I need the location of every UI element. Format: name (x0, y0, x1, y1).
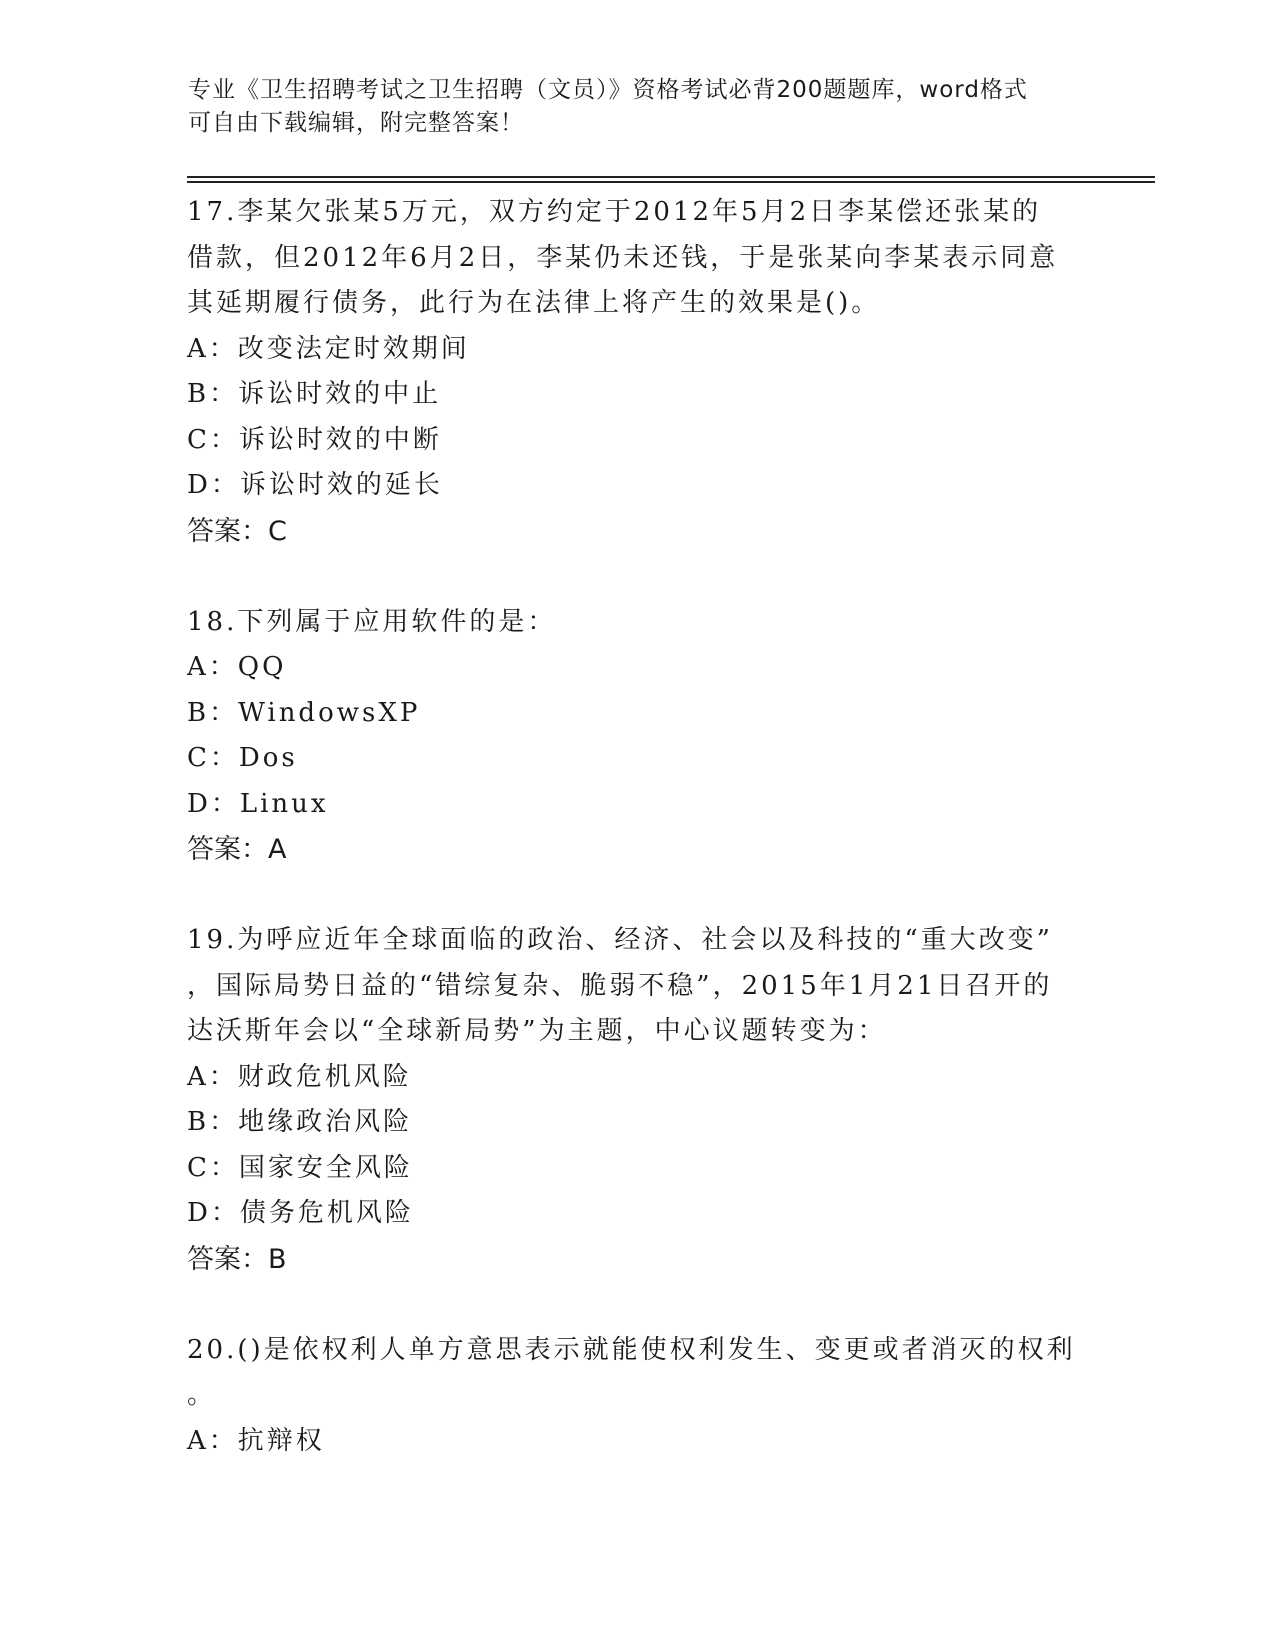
answer: 答案：C (187, 515, 287, 547)
question-stem-line: 17.李某欠张某5万元，双方约定于2012年5月2日李某偿还张某的 (187, 197, 1042, 227)
option-b: B：诉讼时效的中止 (187, 379, 442, 409)
question-stem-line: 20.()是依权利人单方意思表示就能使权利发生、变更或者消灭的权利 (187, 1334, 1076, 1365)
option-c: C：诉讼时效的中断 (187, 424, 442, 455)
question-stem-line: 。 (187, 1380, 217, 1410)
header-divider-bottom (187, 181, 1155, 183)
question-stem-line: 其延期履行债务，此行为在法律上将产生的效果是()。 (187, 288, 881, 318)
option-b: B：地缘政治风险 (187, 1107, 413, 1137)
answer: 答案：A (187, 834, 287, 865)
option-b: B：WindowsXP (187, 697, 421, 728)
page-header (188, 74, 1088, 140)
question-stem-line: 达沃斯年会以“全球新局势”为主题，中心议题转变为： (187, 1016, 887, 1046)
header-line-1: 专业《卫生招聘考试之卫生招聘（文员）》资格考试必背200题题库，word格式 (188, 77, 1028, 103)
option-a: A：抗辩权 (187, 1425, 325, 1456)
question-stem-line: 借款，但2012年6月2日，李某仍未还钱，于是张某向李某表示同意 (187, 242, 1059, 273)
question-spacer (187, 1282, 1087, 1328)
question-20 (187, 1328, 1087, 1465)
question-stem-line: ，国际局势日益的“错综复杂、脆弱不稳”，2015年1月21日召开的 (187, 970, 1053, 1001)
question-19 (187, 918, 1087, 1328)
option-a: A：QQ (187, 652, 287, 682)
option-c: C：国家安全风险 (187, 1152, 413, 1183)
header-line-2: 可自由下载编辑，附完整答案！ (188, 110, 524, 136)
option-d: D：诉讼时效的延长 (187, 470, 443, 500)
question-spacer (187, 873, 1087, 919)
question-stem-line: 19.为呼应近年全球面临的政治、经济、社会以及科技的“重大改变” (187, 925, 1053, 955)
option-a: A：改变法定时效期间 (187, 333, 470, 364)
question-spacer (187, 554, 1087, 600)
option-a: A：财政危机风险 (187, 1061, 412, 1092)
question-list (187, 190, 1087, 1464)
answer: 答案：B (187, 1243, 287, 1275)
question-stem-line: 18.下列属于应用软件的是： (187, 606, 557, 637)
question-17 (187, 190, 1087, 600)
question-18 (187, 600, 1087, 919)
option-c: C：Dos (187, 743, 298, 773)
header-divider-top (187, 176, 1155, 178)
option-d: D：债务危机风险 (187, 1198, 414, 1228)
option-d: D：Linux (187, 788, 329, 819)
